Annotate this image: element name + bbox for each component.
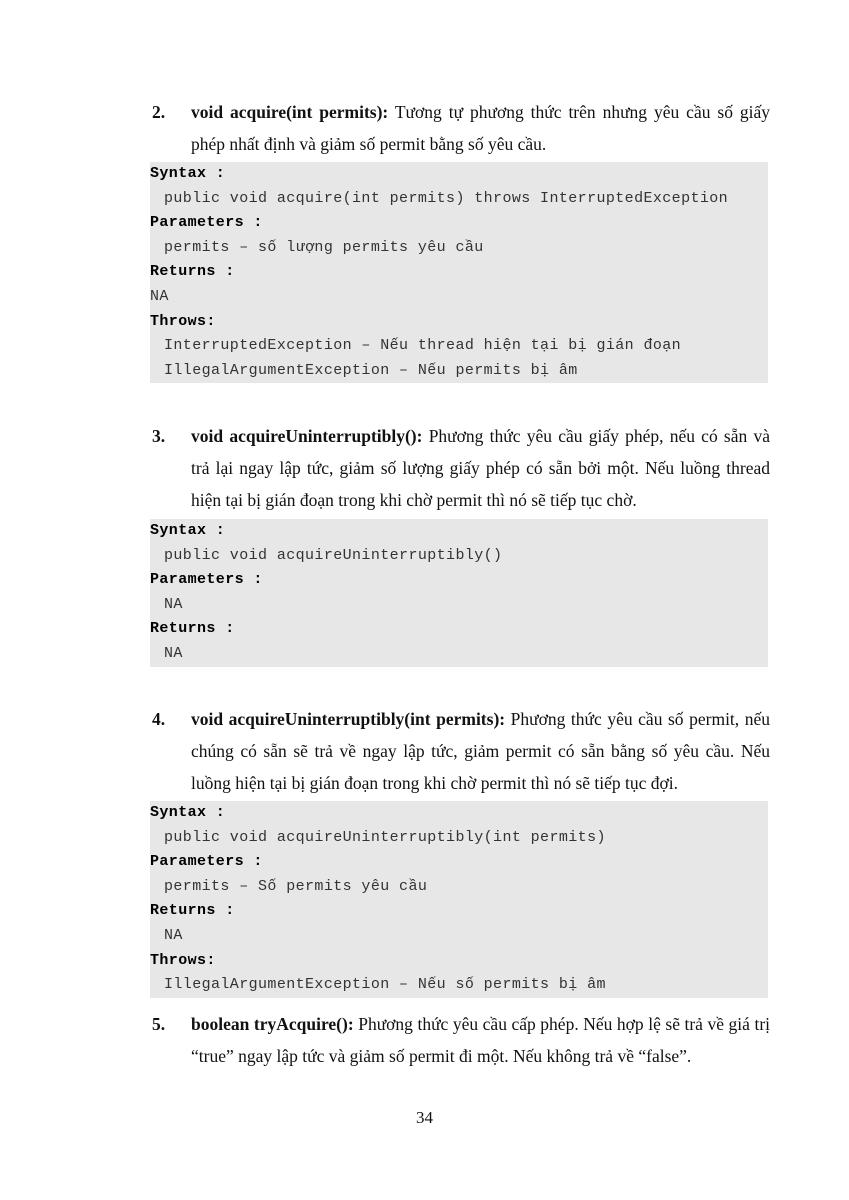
code-label: Syntax : bbox=[150, 522, 226, 539]
method-signature: boolean tryAcquire(): bbox=[191, 1014, 354, 1034]
code-line: public void acquireUninterruptibly(int permits) bbox=[164, 828, 606, 846]
method-description: Phương thức yêu cầu cấp phép. Nếu hợp lệ sẽ trả về giá trị “true” ngay lập tức và giảm số permit đi một. Nếu không trả về “false”. bbox=[191, 1014, 771, 1066]
method-description: Phương thức yêu cầu số permit, nếu chúng có sẵn sẽ trả về ngay lập tức, giảm permit có sẵn bằng số yêu cầu. Nếu luồng hiện tại bị gián đoạn trong khi chờ permit thì nó sẽ tiếp tục đợi. bbox=[191, 709, 770, 793]
code-block bbox=[150, 801, 768, 998]
page-number: 34 bbox=[416, 1108, 433, 1127]
code-line: IllegalArgumentException – Nếu số permits bị âm bbox=[164, 976, 606, 994]
code-label: Parameters : bbox=[150, 853, 263, 871]
code-line: NA bbox=[164, 926, 183, 944]
code-label: Throws: bbox=[150, 312, 216, 330]
code-label: Returns : bbox=[150, 902, 235, 920]
method-signature: void acquireUninterruptibly(int permits): bbox=[191, 709, 506, 729]
code-label: Parameters : bbox=[150, 571, 263, 589]
code-block bbox=[150, 519, 768, 667]
code-line: permits – Số permits yêu cầu bbox=[164, 877, 428, 895]
code-line: public void acquireUninterruptibly() bbox=[164, 546, 503, 564]
item-text bbox=[191, 703, 770, 799]
item-number: 2. bbox=[152, 102, 166, 122]
method-description: Phương thức yêu cầu giấy phép, nếu có sẵn và trả lại ngay lập tức, giảm số lượng giấy phép có sẵn bởi một. Nếu luồng thread hiện tại bị gián đoạn trong khi chờ permit thì nó sẽ tiếp tục chờ. bbox=[191, 426, 770, 510]
code-line: NA bbox=[164, 644, 183, 662]
code-label: Throws: bbox=[150, 951, 216, 969]
item-number: 3. bbox=[152, 426, 166, 446]
code-line: NA bbox=[164, 595, 183, 613]
method-description: Tương tự phương thức trên nhưng yêu cầu số giấy phép nhất định và giảm số permit bằng số yêu cầu. bbox=[191, 102, 770, 154]
list-item bbox=[152, 703, 770, 799]
item-text bbox=[191, 96, 770, 160]
code-label: Returns : bbox=[150, 263, 235, 281]
code-label: Parameters : bbox=[150, 214, 263, 232]
item-number: 4. bbox=[152, 709, 166, 729]
code-line: public void acquire(int permits) throws InterruptedException bbox=[164, 189, 729, 207]
code-line: permits – số lượng permits yêu cầu bbox=[164, 238, 484, 256]
code-line: NA bbox=[150, 287, 169, 305]
item-text bbox=[191, 420, 770, 516]
code-label: Syntax : bbox=[150, 804, 226, 821]
item-text bbox=[191, 1008, 770, 1072]
code-label: Syntax : bbox=[150, 165, 226, 182]
code-label: Returns : bbox=[150, 620, 235, 638]
list-item bbox=[152, 96, 770, 160]
code-block bbox=[150, 162, 768, 383]
list-item bbox=[152, 1008, 770, 1072]
method-signature: void acquireUninterruptibly(): bbox=[191, 426, 423, 446]
method-signature: void acquire(int permits): bbox=[191, 102, 389, 122]
code-line: InterruptedException – Nếu thread hiện tại bị gián đoạn bbox=[164, 337, 682, 355]
item-number: 5. bbox=[152, 1014, 166, 1034]
list-item bbox=[152, 420, 770, 516]
code-line: IllegalArgumentException – Nếu permits bị âm bbox=[164, 361, 578, 379]
